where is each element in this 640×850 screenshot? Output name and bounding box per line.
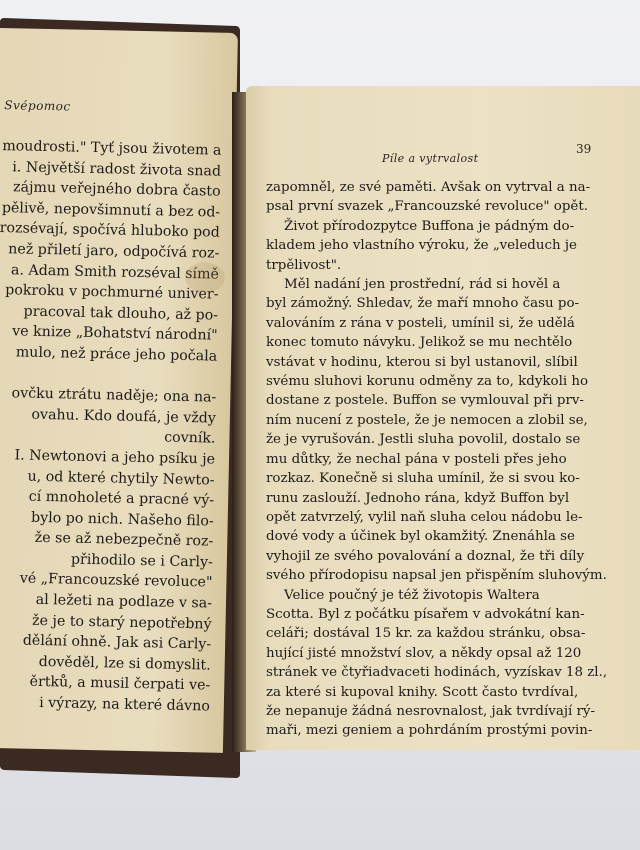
- text-line: že je vyrušován. Jestli sluha povolil, dostalo se: [266, 432, 581, 448]
- text-line: ním nucení z postele, že je nemocen a zlobil se,: [266, 412, 588, 428]
- text-line: zájmu veřejného dobra často: [12, 179, 221, 200]
- text-line: rozkaz. Konečně si sluha umínil, že si svou ko-: [266, 471, 580, 487]
- left-running-head: Svépomoc: [4, 98, 71, 114]
- text-line: celáři; dostával 15 kr. za každou stránku, obsa-: [266, 626, 586, 642]
- text-line: runu zaslouží. Jednoho rána, když Buffon byl: [266, 490, 570, 506]
- text-line: kladem jeho vlastního výroku, že „veleduch je: [266, 238, 577, 254]
- text-line: i. Největší radost života snad: [12, 158, 222, 180]
- text-line: rozsévají, spočívá hluboko pod: [0, 220, 220, 242]
- text-line: že se až nebezpečně roz-: [34, 530, 214, 550]
- text-line: byl zámožný. Shledav, že maří mnoho času po-: [266, 296, 580, 312]
- text-line: ve knize „Bohatství národní": [12, 323, 218, 344]
- text-line: mulo, než práce jeho počala: [15, 344, 218, 365]
- text-line: Život přírodozpytce Buffona je pádným do-: [284, 218, 575, 234]
- text-line: Scotta. Byl z počátku písařem v advokátní kan-: [266, 606, 585, 622]
- text-line: než přiletí jaro, odpočívá roz-: [8, 241, 220, 262]
- text-line: přihodilo se i Carly-: [70, 551, 214, 571]
- text-line: al ležeti na podlaze v sa-: [35, 591, 213, 612]
- text-line: opět zatvrzelý, vylil naň sluha celou nádobu le-: [266, 509, 583, 525]
- text-line: stránek ve čtyřiadvaceti hodinách, vyzískav 18 zl.,: [266, 665, 608, 681]
- text-line: vyhojil ze svého povalování a doznal, že tři díly: [266, 548, 585, 564]
- text-line: ěrtků, a musil čerpati ve-: [29, 674, 211, 694]
- text-line: hující jisté množství slov, a někdy opsal až 120: [266, 645, 582, 661]
- text-line: že nepanuje žádná nesrovnalost, jak tvrdívají rý-: [266, 703, 595, 719]
- text-line: pokroku v pochmurné univer-: [5, 282, 219, 303]
- text-line: moudrosti." Tyť jsou životem a: [2, 138, 222, 159]
- left-page-text: [0, 136, 230, 717]
- text-line: vé „Francouzské revoluce": [19, 571, 213, 592]
- text-line: za které si kupoval knihy. Scott často tvrdíval,: [266, 684, 579, 700]
- text-line: dostane z postele. Buffon se vymlouval při prv-: [266, 393, 584, 409]
- text-line: u, od které chytily Newto-: [27, 468, 215, 489]
- text-line: Měl nadání jen prostřední, rád si hověl a: [284, 277, 561, 293]
- text-line: ovčku ztrátu naděje; ona na-: [11, 385, 217, 406]
- text-line: a. Adam Smith rozséval símě: [10, 261, 220, 283]
- text-line: vstávat v hodinu, kterou si byl ustanovil, slíbil: [266, 354, 578, 370]
- text-line: konec tomuto návyku. Jelikož se mu nechtělo: [266, 335, 573, 351]
- text-line: maři, mezi geniem a pohrdáním prostými povin-: [266, 723, 593, 739]
- right-running-head: Píle a vytrvalost: [382, 152, 479, 165]
- text-line: mu důtky, že nechal pána v posteli přes jeho: [266, 451, 567, 467]
- left-page: [0, 28, 238, 753]
- text-line: zapomněl, ze své paměti. Avšak on vytrval a na-: [266, 180, 591, 195]
- text-line: i výrazy, na které dávno: [39, 695, 211, 715]
- text-line: svého přírodopisu napsal jen přispěním sluhovým.: [266, 568, 607, 584]
- text-line: svému sluhovi korunu odměny za to, kdykoli ho: [266, 374, 589, 390]
- text-line: valováním z rána v posteli, umínil si, že udělá: [266, 315, 575, 331]
- text-line: covník.: [163, 429, 216, 447]
- text-line: psal první svazek „Francouzské revoluce" opět.: [266, 199, 588, 215]
- right-page-text: [266, 178, 610, 741]
- text-line: dověděl, lze si domyslit.: [38, 653, 211, 674]
- text-line: pělivě, nepovšimnutí a bez od-: [1, 199, 221, 221]
- text-line: pracoval tak dlouho, až po-: [23, 303, 219, 324]
- text-line: bylo po nich. Našeho filo-: [30, 509, 214, 530]
- text-line: dové vody a účinek byl okamžitý. Znenáhla se: [266, 529, 575, 545]
- text-line: trpělivost".: [266, 257, 342, 273]
- text-line: ovahu. Kdo doufá, je vždy: [31, 406, 217, 427]
- text-line: dělání ohně. Jak asi Carly-: [22, 632, 212, 653]
- page-number: 39: [576, 142, 592, 156]
- text-line: že je to starý nepotřebný: [31, 612, 212, 633]
- text-line: cí mnoholeté a pracné vý-: [28, 488, 215, 509]
- text-line: Velice poučný je též životopis Waltera: [284, 587, 540, 603]
- right-page: [246, 86, 640, 750]
- text-line: I. Newtonovi a jeho psíku je: [14, 447, 216, 468]
